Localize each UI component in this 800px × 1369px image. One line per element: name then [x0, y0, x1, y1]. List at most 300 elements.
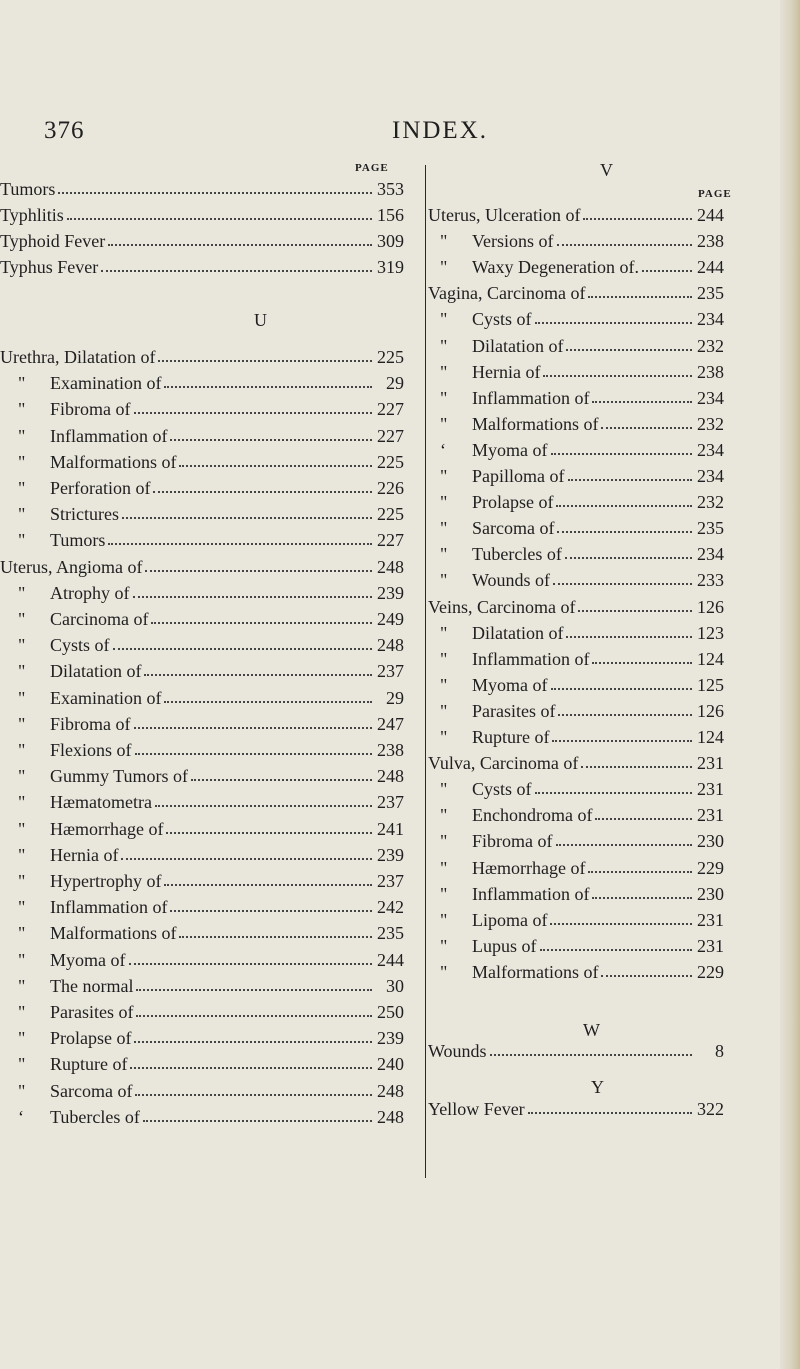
index-entry — [428, 748, 724, 774]
ditto-mark: " — [440, 935, 448, 956]
running-title: INDEX. — [392, 117, 489, 144]
entry-label: Malformations of — [50, 451, 177, 472]
entry-page-number: 229 — [697, 961, 724, 982]
index-entry — [440, 670, 724, 696]
entry-label: Myoma of — [50, 949, 126, 970]
index-entry — [18, 499, 404, 525]
index-entry — [18, 525, 404, 551]
entry-page-number: 238 — [697, 361, 724, 382]
entry-label: The normal — [50, 975, 134, 996]
entry-label: Lupus of — [472, 935, 537, 956]
index-entry — [428, 592, 724, 618]
entry-page-number: 225 — [377, 451, 404, 472]
entry-page-number: 124 — [697, 648, 724, 669]
index-entry — [440, 409, 724, 435]
entry-page-number: 126 — [697, 596, 724, 617]
dot-leader — [179, 465, 372, 467]
dot-leader — [153, 491, 372, 493]
index-entry — [18, 1076, 404, 1102]
dot-leader — [592, 662, 692, 664]
entry-label: Flexions of — [50, 740, 132, 760]
dot-leader — [581, 766, 692, 768]
ditto-mark: " — [440, 361, 448, 382]
entry-page-number: 29 — [386, 687, 404, 708]
index-entry — [18, 630, 404, 656]
index-entry — [18, 945, 404, 971]
entry-page-number: 29 — [386, 373, 404, 394]
entry-label: Hæmorrhage of — [472, 857, 586, 878]
dot-leader — [588, 871, 692, 873]
ditto-mark: " — [18, 425, 26, 446]
ditto-mark: " — [440, 492, 448, 513]
dot-leader — [164, 386, 372, 388]
ditto-mark: " — [18, 635, 26, 656]
entry-label: Cysts of — [50, 635, 110, 656]
entry-page-number: 250 — [377, 1002, 404, 1022]
dot-leader — [557, 244, 693, 246]
index-entry — [18, 656, 404, 682]
index-entry — [440, 383, 724, 409]
ditto-mark: " — [440, 674, 448, 695]
dot-leader — [535, 792, 692, 794]
index-entry — [440, 435, 724, 461]
dot-leader — [158, 360, 372, 362]
ditto-mark: " — [18, 844, 26, 865]
ditto-mark: ‘ — [18, 1106, 24, 1127]
entry-page-number: 244 — [377, 949, 404, 970]
entry-page-number: 126 — [697, 700, 724, 721]
dot-leader — [556, 844, 693, 846]
entry-label: Tubercles of — [472, 544, 562, 565]
entry-label: Perforation of — [50, 478, 151, 498]
entry-label: Fibroma of — [50, 399, 131, 420]
entry-label: Prolapse of — [50, 1028, 132, 1049]
index-entry — [440, 461, 724, 487]
entry-label: Malformations of — [472, 413, 599, 434]
entry-page-number: 232 — [697, 335, 724, 356]
ditto-mark: " — [18, 399, 26, 420]
dot-leader — [552, 740, 692, 742]
index-entry — [18, 578, 404, 604]
index-entry — [18, 918, 404, 944]
index-entry — [18, 892, 404, 918]
entry-label: Enchondroma of — [472, 805, 593, 826]
page-edge — [780, 0, 800, 1369]
entry-page-number: 234 — [697, 387, 724, 408]
dot-leader — [553, 583, 692, 585]
dot-leader — [568, 479, 693, 481]
page-column-label-right: PAGE — [698, 188, 732, 200]
ditto-mark: " — [440, 727, 448, 747]
ditto-mark: " — [440, 309, 448, 330]
entry-label: Inflammation of — [50, 425, 168, 446]
dot-leader — [170, 439, 372, 441]
entry-page-number: 230 — [697, 831, 724, 852]
dot-leader — [490, 1054, 692, 1056]
entry-label: Prolapse of — [472, 492, 554, 513]
ditto-mark: " — [18, 792, 26, 813]
entry-page-number: 319 — [377, 257, 404, 277]
index-entry — [440, 331, 724, 357]
ditto-mark: " — [18, 897, 26, 918]
dot-leader — [134, 412, 373, 414]
dot-leader — [583, 218, 692, 220]
section-letter-w: W — [583, 1020, 600, 1040]
index-entry — [440, 722, 724, 748]
entry-label: Urethra, Dilatation of — [0, 347, 156, 367]
entry-label: Wounds — [428, 1041, 487, 1061]
index-entry — [18, 473, 404, 499]
dot-leader — [135, 753, 372, 755]
entry-page-number: 229 — [697, 857, 724, 878]
ditto-mark: " — [18, 871, 26, 891]
index-entry — [440, 304, 724, 330]
entry-page-number: 231 — [697, 935, 724, 956]
index-entry — [18, 866, 404, 892]
entry-page-number: 244 — [697, 205, 724, 225]
entry-label: Gummy Tumors of — [50, 766, 189, 787]
entry-page-number: 239 — [377, 1028, 404, 1049]
index-entry — [18, 735, 404, 761]
index-entry — [0, 342, 404, 368]
ditto-mark: " — [440, 622, 448, 643]
index-entry — [18, 761, 404, 787]
ditto-mark: " — [440, 544, 448, 565]
entry-label: Examination of — [50, 373, 162, 394]
entry-page-number: 225 — [377, 347, 404, 367]
ditto-mark: " — [18, 740, 26, 760]
dot-leader — [551, 453, 693, 455]
dot-leader — [144, 674, 372, 676]
entry-page-number: 238 — [377, 740, 404, 760]
entry-page-number: 227 — [377, 530, 404, 551]
entry-label: Hæmatometra — [50, 792, 152, 813]
ditto-mark: " — [18, 609, 26, 629]
entry-label: Typhoid Fever — [0, 231, 106, 251]
dot-leader — [101, 270, 372, 272]
entry-page-number: 353 — [377, 179, 404, 199]
entry-label: Sarcoma of — [50, 1080, 133, 1101]
entry-label: Inflammation of — [472, 387, 590, 408]
index-entry — [18, 787, 404, 813]
ditto-mark: " — [18, 1080, 26, 1101]
ditto-mark: " — [18, 451, 26, 472]
index-entry — [18, 709, 404, 735]
ditto-mark: " — [18, 975, 26, 996]
index-entry — [440, 565, 724, 591]
section-letter-v: V — [600, 160, 613, 180]
entry-label: Vagina, Carcinoma of — [428, 283, 586, 304]
index-entry — [18, 1102, 404, 1128]
dot-leader — [170, 910, 372, 912]
entry-page-number: 235 — [697, 518, 724, 539]
entry-label: Hypertrophy of — [50, 871, 162, 891]
entry-page-number: 247 — [377, 713, 404, 734]
index-entry — [440, 931, 724, 957]
entry-page-number: 231 — [697, 779, 724, 800]
dot-leader — [113, 648, 372, 650]
entry-page-number: 227 — [377, 399, 404, 420]
ditto-mark: ‘ — [440, 439, 446, 460]
index-entry — [428, 278, 724, 304]
entry-page-number: 226 — [377, 478, 404, 498]
dot-leader — [642, 270, 692, 272]
index-entry — [0, 174, 404, 200]
index-entry — [18, 604, 404, 630]
dot-leader — [550, 923, 692, 925]
ditto-mark: " — [440, 387, 448, 408]
entry-page-number: 248 — [377, 766, 404, 787]
dot-leader — [566, 349, 692, 351]
entry-page-number: 244 — [697, 257, 724, 278]
entry-page-number: 249 — [377, 609, 404, 629]
ditto-mark: " — [440, 518, 448, 539]
ditto-mark: " — [18, 478, 26, 498]
entry-page-number: 125 — [697, 674, 724, 695]
entry-label: Parasites of — [472, 700, 556, 721]
ditto-mark: " — [18, 923, 26, 944]
dot-leader — [151, 622, 372, 624]
entry-page-number: 237 — [377, 792, 404, 813]
entry-label: Cysts of — [472, 779, 532, 800]
entry-page-number: 248 — [377, 1080, 404, 1101]
ditto-mark: " — [440, 413, 448, 434]
ditto-mark: " — [440, 961, 448, 982]
entry-page-number: 231 — [697, 909, 724, 930]
dot-leader — [601, 975, 692, 977]
entry-page-number: 239 — [377, 844, 404, 865]
entry-label: Inflammation of — [472, 648, 590, 669]
index-entry — [0, 200, 404, 226]
entry-label: Vulva, Carcinoma of — [428, 753, 579, 774]
entry-label: Strictures — [50, 504, 119, 525]
ditto-mark: " — [18, 504, 26, 525]
index-entry — [18, 394, 404, 420]
index-entry — [428, 1094, 724, 1120]
entry-page-number: 227 — [377, 425, 404, 446]
entry-label: Fibroma of — [50, 713, 131, 734]
index-entry — [440, 539, 724, 565]
entry-label: Yellow Fever — [428, 1099, 525, 1119]
dot-leader — [592, 401, 692, 403]
ditto-mark: " — [440, 335, 448, 356]
index-entry — [440, 826, 724, 852]
entry-page-number: 30 — [386, 975, 404, 996]
entry-page-number: 234 — [697, 309, 724, 330]
entry-page-number: 231 — [697, 805, 724, 826]
entry-page-number: 225 — [377, 504, 404, 525]
ditto-mark: " — [18, 1002, 26, 1022]
ditto-mark: " — [440, 648, 448, 669]
index-entry — [440, 853, 724, 879]
dot-leader — [558, 714, 692, 716]
dot-leader — [143, 1120, 372, 1122]
dot-leader — [166, 832, 372, 834]
entry-label: Dilatation of — [472, 622, 564, 643]
entry-label: Hernia of — [472, 361, 541, 382]
ditto-mark: " — [18, 373, 26, 394]
dot-leader — [551, 688, 693, 690]
page-header — [0, 117, 800, 147]
dot-leader — [566, 636, 692, 638]
entry-label: Carcinoma of — [50, 609, 149, 629]
dot-leader — [540, 949, 693, 951]
ditto-mark: " — [18, 582, 26, 603]
index-entry — [440, 905, 724, 931]
dot-leader — [108, 244, 372, 246]
ditto-mark: " — [18, 949, 26, 970]
section-letter-y: Y — [591, 1077, 604, 1097]
entry-label: Waxy Degeneration of. — [472, 257, 639, 278]
ditto-mark: " — [440, 257, 448, 278]
entry-label: Inflammation of — [472, 883, 590, 904]
ditto-mark: " — [440, 231, 448, 252]
ditto-mark: " — [440, 570, 448, 591]
entry-page-number: 123 — [697, 622, 724, 643]
entry-label: Hernia of — [50, 844, 119, 865]
ditto-mark: " — [440, 779, 448, 800]
index-entry — [440, 513, 724, 539]
index-entry — [440, 644, 724, 670]
entry-page-number: 232 — [697, 413, 724, 434]
dot-leader — [108, 543, 372, 545]
index-entry — [440, 226, 724, 252]
dot-leader — [535, 322, 692, 324]
entry-page-number: 233 — [697, 570, 724, 591]
dot-leader — [164, 701, 372, 703]
entry-page-number: 237 — [377, 871, 404, 891]
entry-label: Myoma of — [472, 439, 548, 460]
entry-label: Typhlitis — [0, 205, 64, 225]
index-entry — [18, 447, 404, 473]
ditto-mark: " — [18, 661, 26, 682]
entry-label: Fibroma of — [472, 831, 553, 852]
index-entry — [440, 879, 724, 905]
entry-label: Rupture of — [50, 1054, 128, 1075]
dot-leader — [556, 505, 692, 507]
entry-label: Tumors — [50, 530, 106, 551]
dot-leader — [588, 296, 692, 298]
entry-label: Dilatation of — [472, 335, 564, 356]
dot-leader — [565, 557, 692, 559]
dot-leader — [134, 727, 373, 729]
entry-label: Malformations of — [472, 961, 599, 982]
index-entry — [18, 971, 404, 997]
entry-page-number: 232 — [697, 492, 724, 513]
index-entry — [18, 840, 404, 866]
ditto-mark: " — [440, 466, 448, 486]
dot-leader — [129, 963, 373, 965]
entry-page-number: 248 — [377, 556, 404, 577]
entry-page-number: 234 — [697, 466, 724, 486]
entry-page-number: 234 — [697, 439, 724, 460]
dot-leader — [155, 805, 372, 807]
index-entry — [428, 1036, 724, 1062]
entry-page-number: 241 — [377, 818, 404, 839]
ditto-mark: " — [18, 766, 26, 787]
index-entry — [440, 357, 724, 383]
entry-label: Uterus, Angioma of — [0, 556, 143, 577]
index-entry — [440, 957, 724, 983]
ditto-mark: " — [440, 700, 448, 721]
entry-label: Dilatation of — [50, 661, 142, 682]
dot-leader — [528, 1112, 692, 1114]
dot-leader — [543, 375, 692, 377]
dot-leader — [145, 570, 372, 572]
index-entry — [18, 814, 404, 840]
ditto-mark: " — [18, 687, 26, 708]
entry-page-number: 8 — [715, 1041, 724, 1061]
entry-label: Wounds of — [472, 570, 551, 591]
index-entry — [440, 252, 724, 278]
index-entry — [440, 774, 724, 800]
entry-label: Versions of — [472, 231, 554, 252]
ditto-mark: " — [18, 1028, 26, 1049]
ditto-mark: " — [440, 909, 448, 930]
entry-label: Lipoma of — [472, 909, 548, 930]
entry-page-number: 239 — [377, 582, 404, 603]
entry-label: Examination of — [50, 687, 162, 708]
index-entry — [440, 800, 724, 826]
dot-leader — [595, 818, 692, 820]
dot-leader — [557, 531, 692, 533]
entry-label: Atrophy of — [50, 582, 130, 603]
entry-page-number: 309 — [377, 231, 404, 251]
dot-leader — [133, 596, 373, 598]
column-divider — [425, 165, 426, 1178]
entry-page-number: 234 — [697, 544, 724, 565]
entry-page-number: 237 — [377, 661, 404, 682]
entry-page-number: 235 — [377, 923, 404, 944]
entry-page-number: 238 — [697, 231, 724, 252]
entry-label: Tumors — [0, 179, 56, 199]
entry-label: Uterus, Ulceration of — [428, 205, 581, 225]
index-entry — [428, 200, 724, 226]
index-entry — [18, 1049, 404, 1075]
dot-leader — [130, 1067, 372, 1069]
dot-leader — [121, 858, 372, 860]
entry-label: Parasites of — [50, 1002, 134, 1022]
entry-label: Myoma of — [472, 674, 548, 695]
entry-label: Veins, Carcinoma of — [428, 596, 576, 617]
dot-leader — [592, 897, 692, 899]
entry-page-number: 322 — [697, 1099, 724, 1119]
entry-page-number: 156 — [377, 205, 404, 225]
index-entry — [18, 421, 404, 447]
entry-label: Typhus Fever — [0, 257, 99, 277]
entry-label: Tubercles of — [50, 1106, 140, 1127]
ditto-mark: " — [18, 713, 26, 734]
entry-page-number: 248 — [377, 635, 404, 656]
index-entry — [18, 368, 404, 394]
ditto-mark: " — [440, 831, 448, 852]
index-entry — [440, 487, 724, 513]
index-entry — [0, 226, 404, 252]
index-entry — [18, 1023, 404, 1049]
index-entry — [0, 552, 404, 578]
index-entry — [0, 252, 404, 278]
ditto-mark: " — [18, 818, 26, 839]
dot-leader — [58, 192, 372, 194]
section-letter-u: U — [254, 310, 267, 330]
ditto-mark: " — [18, 1054, 26, 1075]
ditto-mark: " — [440, 883, 448, 904]
dot-leader — [67, 218, 372, 220]
entry-label: Sarcoma of — [472, 518, 555, 539]
dot-leader — [136, 1015, 372, 1017]
page-number: 376 — [44, 117, 85, 144]
dot-leader — [578, 610, 692, 612]
